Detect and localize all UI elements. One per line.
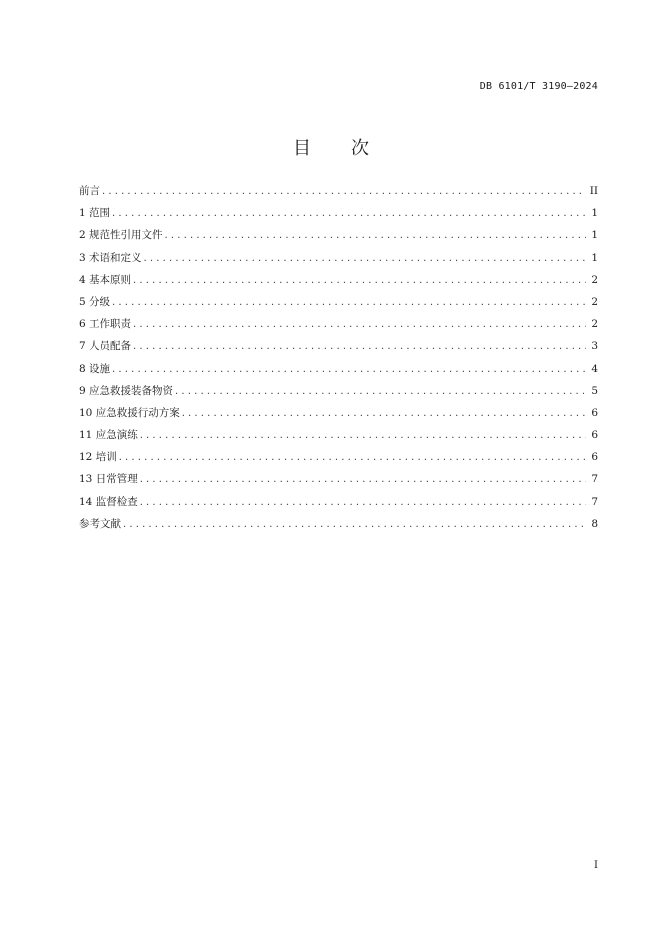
toc-entry-normative-references[interactable] <box>79 224 598 246</box>
toc-entry-label: 参考文献 <box>79 517 121 530</box>
toc-entry-label: 10 应急救援行动方案 <box>79 406 180 419</box>
toc-entry-page: 6 <box>591 451 598 464</box>
toc-title <box>0 134 662 160</box>
toc-entry-training[interactable] <box>79 446 598 468</box>
toc-leader-dots <box>182 403 586 425</box>
toc-entry-terms-definitions[interactable] <box>79 247 598 269</box>
toc-leader-dots <box>133 314 586 336</box>
toc-leader-dots <box>140 492 586 514</box>
toc-entry-supervision-inspection[interactable] <box>79 491 598 513</box>
toc-entry-page: 1 <box>591 229 598 242</box>
toc-entry-page: II <box>589 185 598 197</box>
toc-list <box>79 180 598 535</box>
toc-leader-dots <box>112 292 586 314</box>
toc-leader-dots <box>102 181 586 203</box>
toc-entry-label: 9 应急救援装备物资 <box>79 384 174 397</box>
toc-entry-responsibilities[interactable] <box>79 313 598 335</box>
toc-entry-page: 5 <box>591 384 598 397</box>
toc-leader-dots <box>133 270 586 292</box>
toc-entry-foreword[interactable] <box>79 180 598 202</box>
toc-entry-page: 2 <box>591 318 598 331</box>
toc-entry-scope[interactable] <box>79 202 598 224</box>
toc-leader-dots <box>165 225 586 247</box>
toc-entry-page: 6 <box>591 429 598 442</box>
toc-entry-page: 1 <box>591 251 598 264</box>
toc-entry-staffing[interactable] <box>79 335 598 357</box>
toc-entry-drills[interactable] <box>79 424 598 446</box>
toc-entry-page: 2 <box>591 273 598 286</box>
toc-entry-page: 3 <box>591 340 598 353</box>
toc-title-char-1: 目 <box>293 138 311 159</box>
toc-leader-dots <box>123 514 586 536</box>
toc-entry-grading[interactable] <box>79 291 598 313</box>
toc-entry-page: 4 <box>591 362 598 375</box>
toc-leader-dots <box>112 359 586 381</box>
toc-entry-daily-management[interactable] <box>79 468 598 490</box>
toc-leader-dots <box>119 447 586 469</box>
toc-entry-basic-principles[interactable] <box>79 269 598 291</box>
toc-entry-page: 2 <box>591 295 598 308</box>
toc-leader-dots <box>140 469 586 491</box>
toc-entry-label: 14 监督检查 <box>79 495 138 508</box>
toc-entry-label: 3 术语和定义 <box>79 251 142 264</box>
toc-title-char-2: 次 <box>351 138 369 159</box>
toc-leader-dots <box>144 248 586 270</box>
toc-entry-page: 6 <box>591 406 598 419</box>
toc-entry-action-plan[interactable] <box>79 402 598 424</box>
toc-entry-label: 7 人员配备 <box>79 340 132 353</box>
toc-entry-label: 前言 <box>79 185 100 197</box>
toc-entry-page: 8 <box>591 517 598 530</box>
page-number: I <box>594 860 598 871</box>
toc-leader-dots <box>133 336 586 358</box>
toc-entry-bibliography[interactable] <box>79 513 598 535</box>
document-code: DB 6101/T 3190—2024 <box>479 81 598 92</box>
toc-leader-dots <box>140 425 586 447</box>
toc-leader-dots <box>112 203 586 225</box>
toc-entry-label: 12 培训 <box>79 451 117 464</box>
toc-entry-facilities[interactable] <box>79 358 598 380</box>
toc-entry-page: 7 <box>591 473 598 486</box>
toc-entry-label: 11 应急演练 <box>79 429 138 442</box>
toc-entry-label: 13 日常管理 <box>79 473 138 486</box>
toc-entry-label: 4 基本原则 <box>79 273 132 286</box>
toc-entry-equipment-supplies[interactable] <box>79 380 598 402</box>
toc-leader-dots <box>175 381 586 403</box>
toc-entry-label: 8 设施 <box>79 362 111 375</box>
toc-entry-label: 6 工作职责 <box>79 318 132 331</box>
toc-entry-page: 1 <box>591 207 598 220</box>
toc-entry-label: 5 分级 <box>79 295 111 308</box>
toc-entry-label: 1 范围 <box>79 207 111 220</box>
toc-entry-label: 2 规范性引用文件 <box>79 229 163 242</box>
toc-entry-page: 7 <box>591 495 598 508</box>
